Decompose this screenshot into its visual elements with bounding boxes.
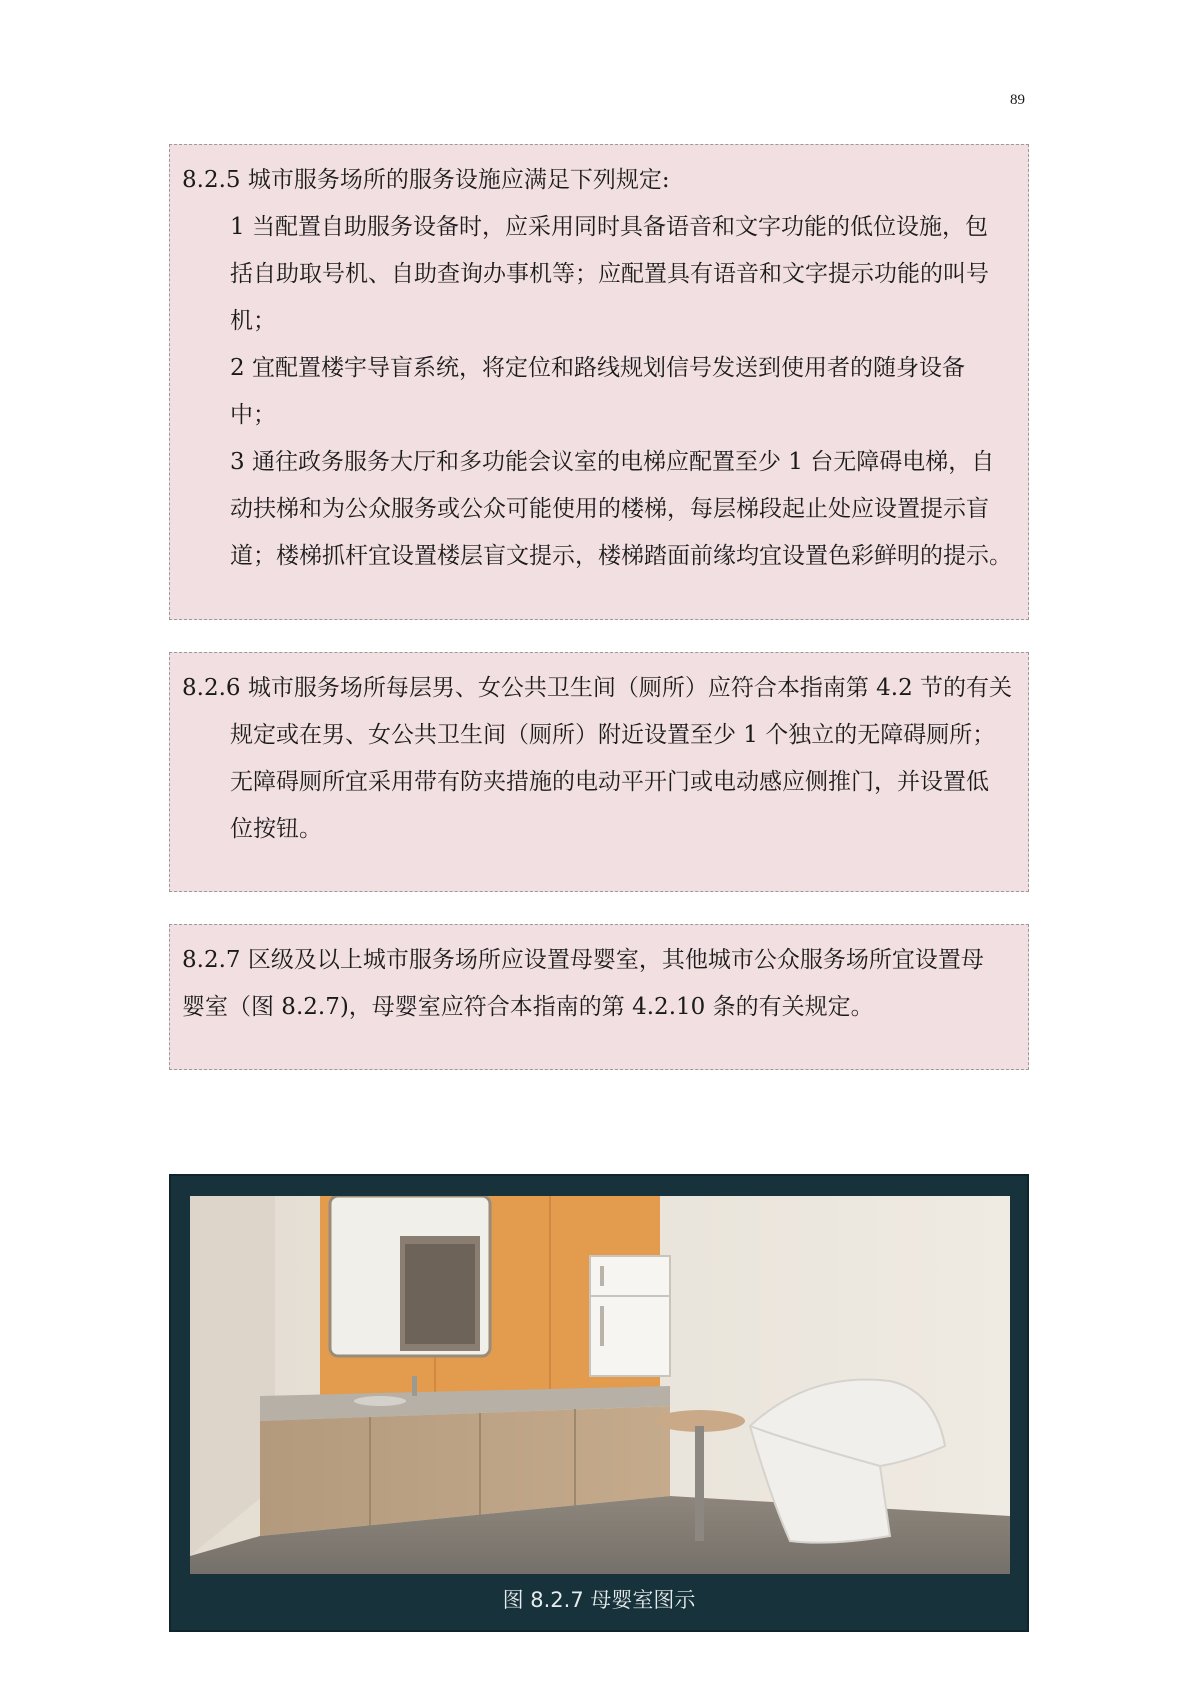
clause-8-2-6-first-line: 8.2.6 城市服务场所每层男、女公共卫生间（厕所）应符合本指南第 4.2 节的有关 [182, 675, 1013, 701]
figure-caption: 图 8.2.7 母婴室图示 [502, 1588, 696, 1612]
clause-text-line: 无障碍厕所宜采用带有防夹措施的电动平开门或电动感应侧推门，并设置低 [230, 769, 989, 795]
clause-text-line: 2 宜配置楼宇导盲系统，将定位和路线规划信号发送到使用者的随身设备 [230, 355, 965, 381]
clause-text-line: 道；楼梯抓杆宜设置楼层盲文提示，楼梯踏面前缘均宜设置色彩鲜明的提示。 [230, 543, 1012, 569]
clause-8-2-5-item-1 [182, 204, 1016, 345]
clause-text-line: 婴室（图 8.2.7)，母婴室应符合本指南的第 4.2.10 条的有关规定。 [182, 994, 874, 1020]
page-number: 89 [1010, 92, 1025, 108]
clause-8-2-5-item-2 [182, 345, 1016, 439]
clause-text-line: 括自助取号机、自助查询办事机等；应配置具有语音和文字提示功能的叫号 [230, 261, 989, 287]
nursing-room-render [190, 1196, 1010, 1574]
clause-8-2-5-box [169, 144, 1029, 620]
clause-8-2-7-box [169, 924, 1029, 1070]
clause-text-line: 中； [230, 402, 276, 428]
clause-text-line: 位按钮。 [230, 816, 322, 842]
clause-text-line: 1 当配置自助服务设备时，应采用同时具备语音和文字功能的低位设施，包 [230, 214, 988, 240]
nursing-room-illustration [190, 1196, 1010, 1574]
clause-8-2-6-continuation [182, 712, 1016, 853]
clause-text-line: 机； [230, 308, 276, 334]
clause-8-2-5-heading: 8.2.5 城市服务场所的服务设施应满足下列规定: [182, 167, 670, 193]
clause-8-2-6-box [169, 652, 1029, 892]
clause-text-line: 规定或在男、女公共卫生间（厕所）附近设置至少 1 个独立的无障碍厕所； [230, 722, 996, 748]
clause-text-line: 动扶梯和为公众服务或公众可能使用的楼梯，每层梯段起止处应设置提示盲 [230, 496, 989, 522]
clause-text-line: 8.2.7 区级及以上城市服务场所应设置母婴室，其他城市公众服务场所宜设置母 [182, 947, 984, 973]
clause-text-line: 3 通往政务服务大厅和多功能会议室的电梯应配置至少 1 台无障碍电梯，自 [230, 449, 995, 475]
figure-8-2-7 [169, 1174, 1029, 1632]
clause-8-2-5-item-3 [182, 439, 1016, 580]
